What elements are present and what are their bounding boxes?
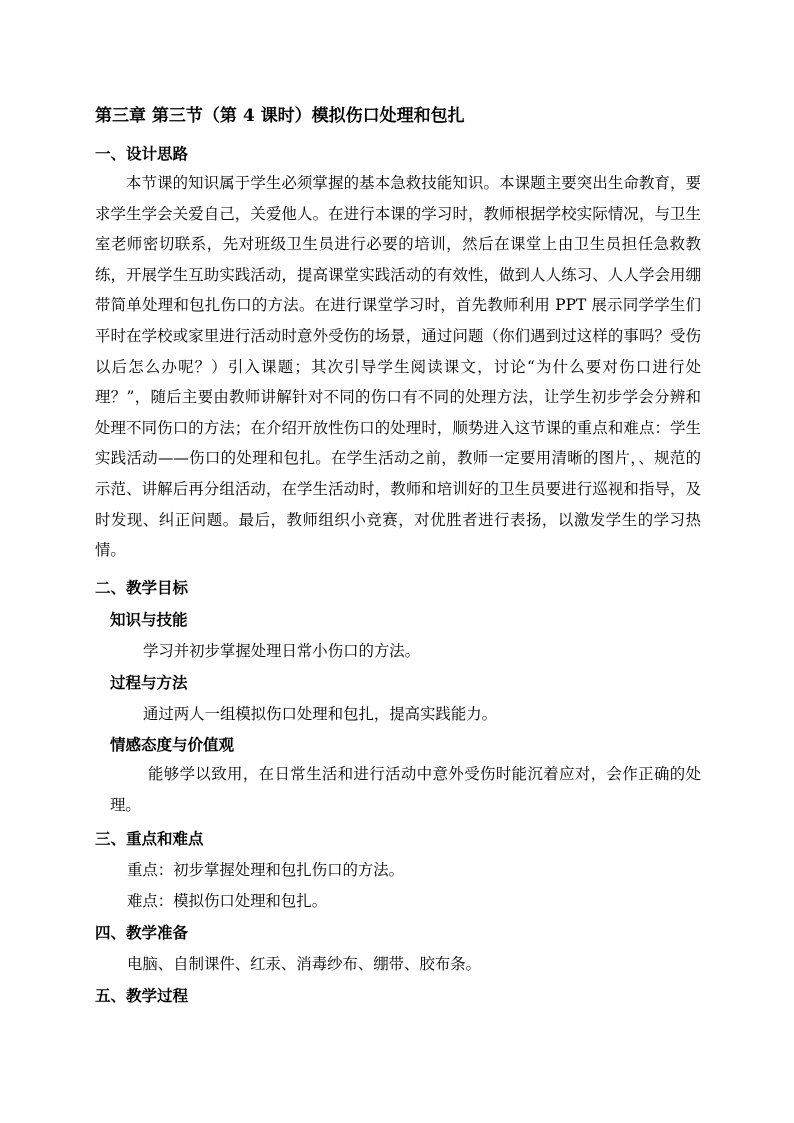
goal-attitude-text: 能够学以致用，在日常生活和进行活动中意外受伤时能沉着应对，会作正确的处理。 bbox=[110, 765, 701, 814]
preparation-text: 电脑、自制课件、红汞、消毒纱布、绷带、胶布条。 bbox=[127, 955, 481, 973]
key-point-text: 重点：初步掌握处理和包扎伤口的方法。 bbox=[127, 861, 405, 879]
section-heading-preparation: 四、教学准备 bbox=[95, 923, 189, 942]
difficulty-text: 难点：模拟伤口处理和包扎。 bbox=[127, 892, 328, 910]
goal-attitude-label: 情感态度与价值观 bbox=[110, 735, 235, 754]
document-title: 第三章 第三节（第 4 课时）模拟伤口处理和包扎 bbox=[95, 106, 465, 126]
goal-knowledge-label: 知识与技能 bbox=[110, 610, 188, 629]
section-heading-design: 一、设计思路 bbox=[95, 144, 189, 163]
section-heading-goals: 二、教学目标 bbox=[95, 578, 189, 597]
design-paragraph: 本节课的知识属于学生必须掌握的基本急救技能知识。本课题主要突出生命教育，要求学生学会关爱自己，关爱他人。在进行本课的学习时，教师根据学校实际情况，与卫生室老师密切联系，先对班级卫生员进行必要的培训，然后在课堂上由卫生员担任急救教练，开展学生互助实践活动，提高课堂实践活动的有效性，做到人人练习、人人学会用绷带简单处理和包扎伤口的方法。在进行课堂学习时，首先教师利用 PPT 展示同学学生们平时在学校或家里进行活动时意外受伤的场景，通过问题（你们遇到过这样的事吗？受伤以后怎么办呢？）引入课题；其次引导学生阅读课文，讨论“为什么要对伤口进行处理？”，随后主要由教师讲解针对不同的伤口有不同的处理方法，让学生初步学会分辨和处理不同伤口的方法；在介绍开放性伤口的处理时，顺势进入这节课的重点和难点：学生实践活动——伤口的处理和包扎。在学生活动之前，教师一定要用清晰的图片，、规范的示范、讲解后再分组活动，在学生活动时，教师和培训好的卫生员要进行巡视和指导，及时发现、纠正问题。最后，教师组织小竞赛，对优胜者进行表扬，以激发学生的学习热情。 bbox=[95, 174, 701, 560]
section-heading-process: 五、教学过程 bbox=[95, 986, 189, 1005]
section-heading-key-points: 三、重点和难点 bbox=[95, 829, 204, 848]
goal-process-text: 通过两人一组模拟伤口处理和包扎，提高实践能力。 bbox=[143, 705, 497, 723]
goal-knowledge-text: 学习并初步掌握处理日常小伤口的方法。 bbox=[143, 642, 421, 660]
goal-process-label: 过程与方法 bbox=[110, 673, 188, 692]
